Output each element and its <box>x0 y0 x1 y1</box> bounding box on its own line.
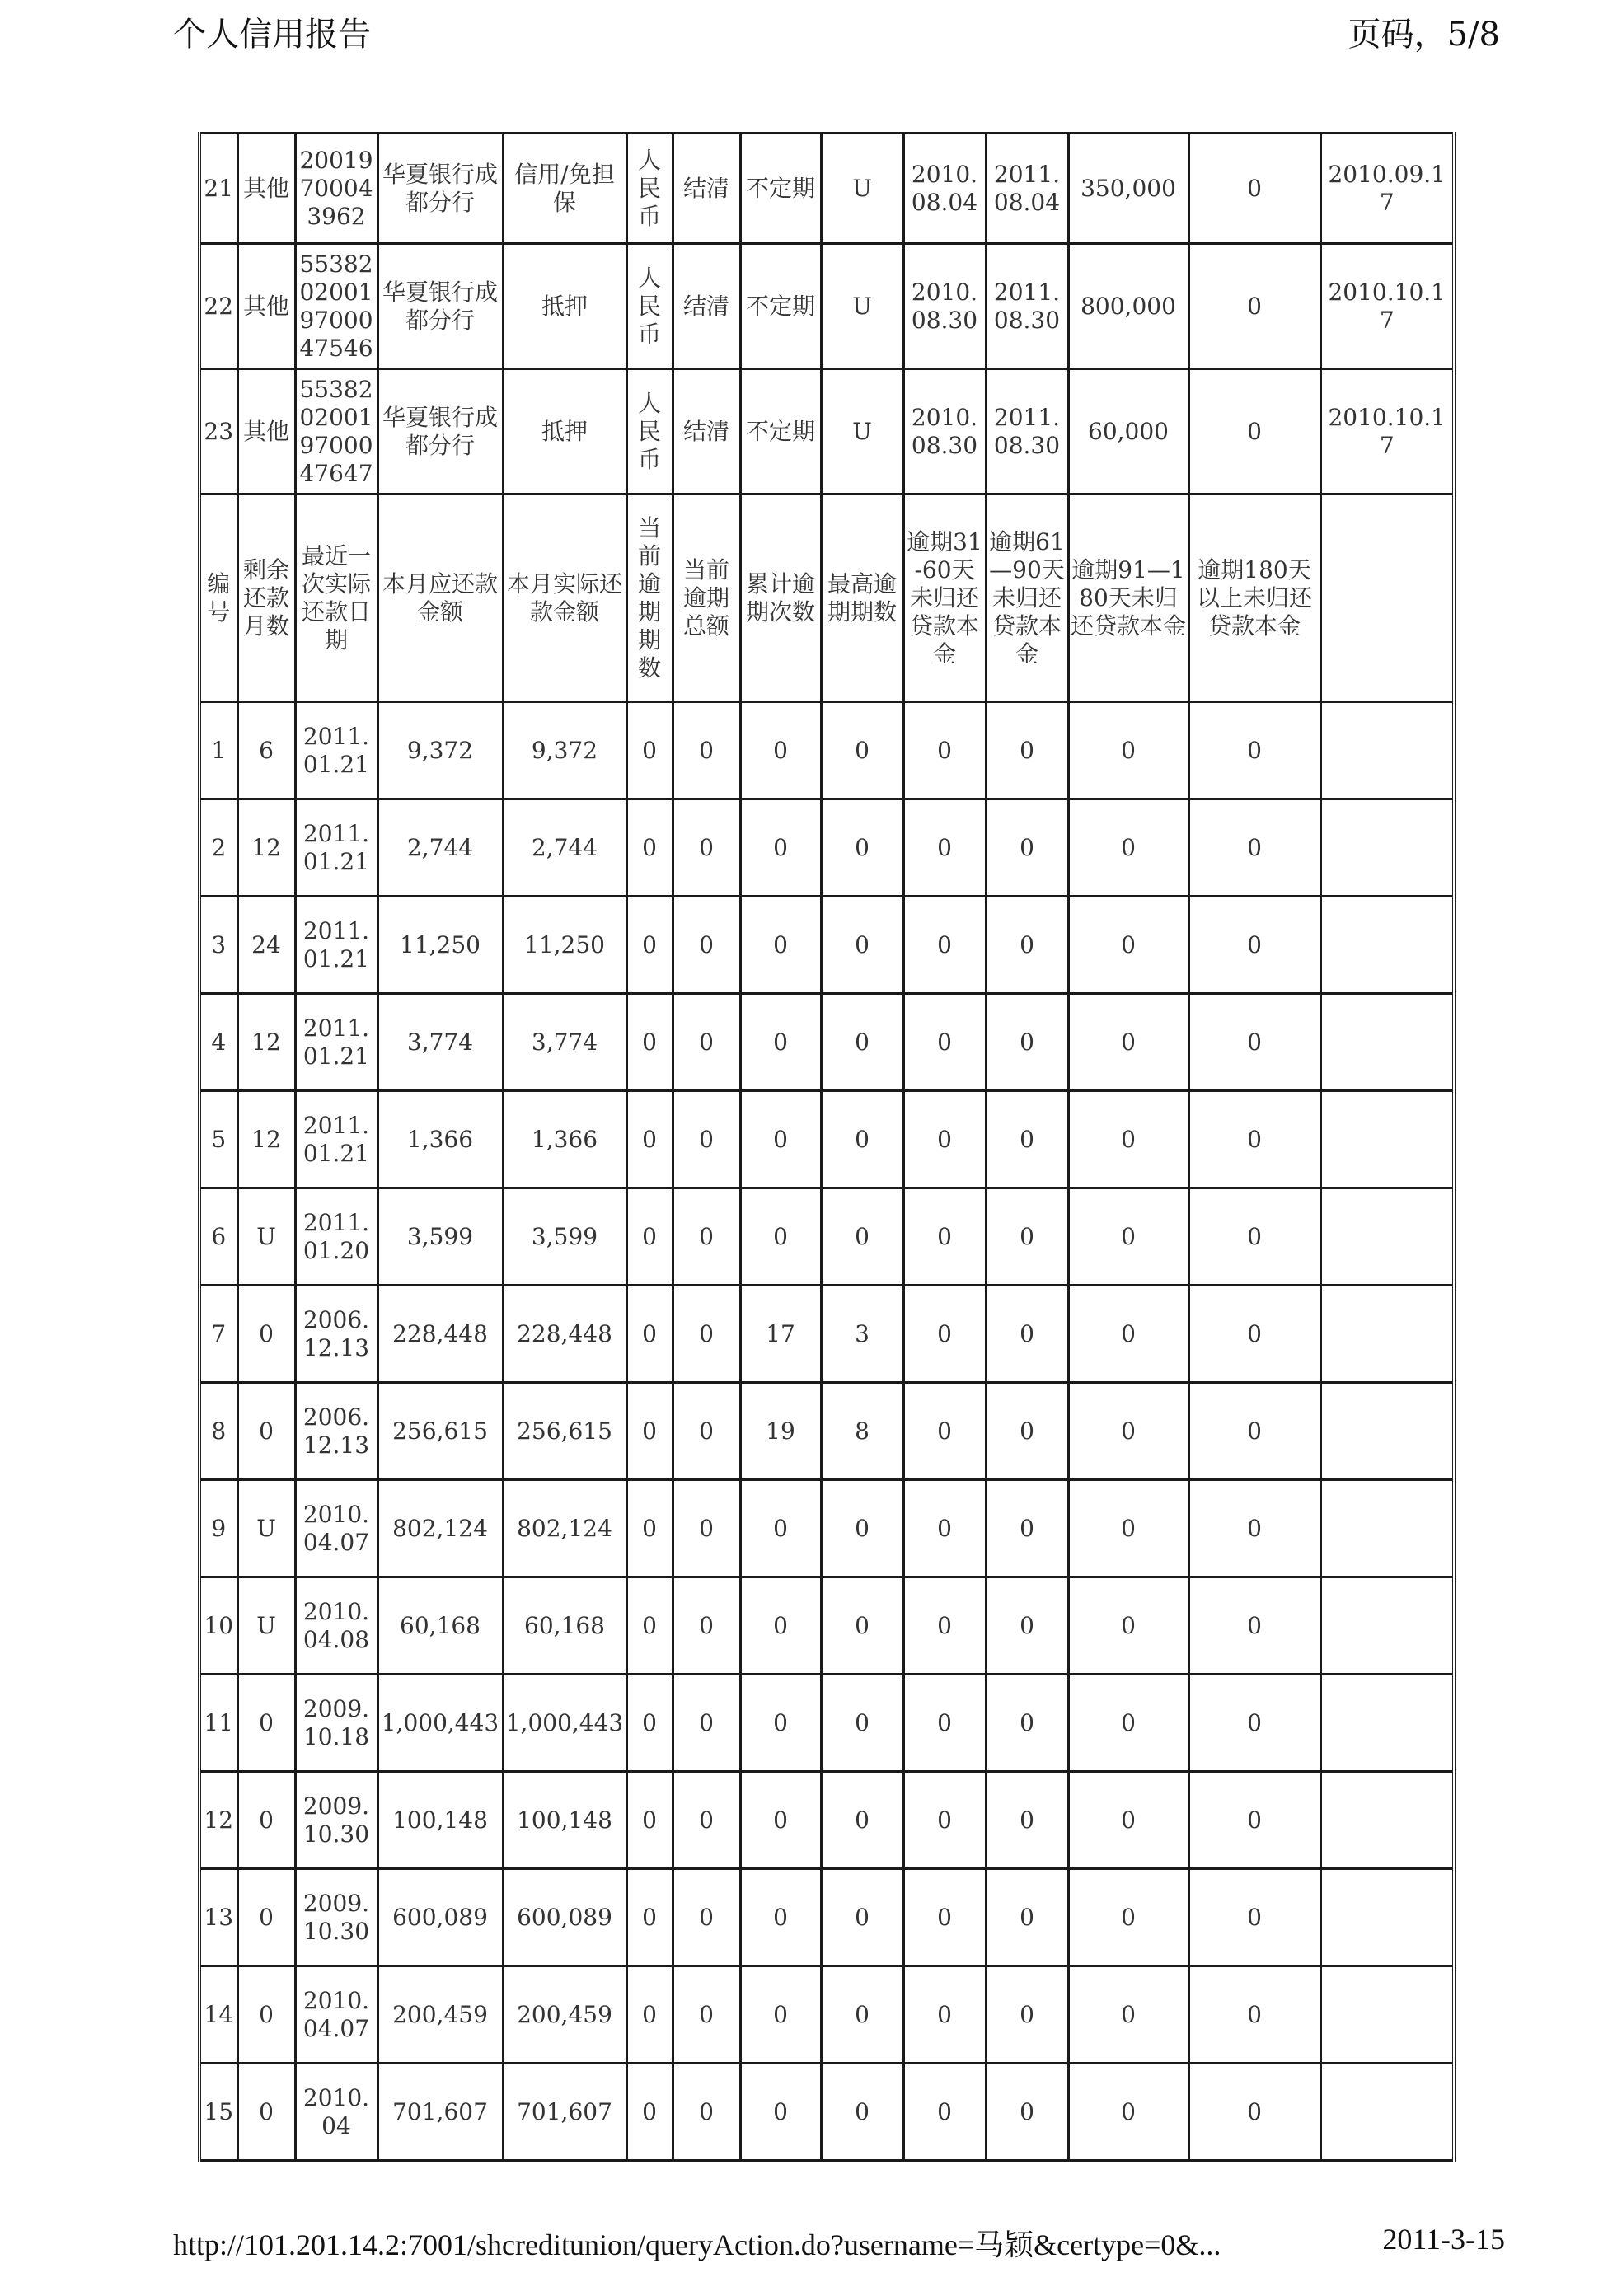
row-number: 21 <box>199 134 237 244</box>
current-overdue-periods: 0 <box>626 1869 673 1966</box>
due-amount: 701,607 <box>377 2064 503 2161</box>
row-number: 10 <box>199 1577 237 1675</box>
paid-amount: 11,250 <box>503 897 626 994</box>
column-header: 当前逾期总额 <box>673 494 740 702</box>
start-date: 2010.08.30 <box>903 369 986 494</box>
guarantee-type: 信用/免担保 <box>503 134 626 244</box>
paid-amount: 2,744 <box>503 799 626 897</box>
last-repay-date: 2006.12.13 <box>295 1383 377 1480</box>
repay-period: 不定期 <box>740 244 821 369</box>
overdue-31-60: 0 <box>903 1772 986 1869</box>
overdue-180-plus: 0 <box>1188 994 1320 1091</box>
paid-amount: 100,148 <box>503 1772 626 1869</box>
row-number: 2 <box>199 799 237 897</box>
repayment-row <box>199 994 1454 1091</box>
last-repay-date: 2011.01.21 <box>295 799 377 897</box>
row-number: 11 <box>199 1675 237 1772</box>
current-overdue-total: 0 <box>673 1480 740 1577</box>
repayment-row <box>199 1480 1454 1577</box>
overdue-31-60: 0 <box>903 1480 986 1577</box>
footer-date: 2011-3-15 <box>1382 2223 1505 2256</box>
overdue-180-plus: 0 <box>1188 1091 1320 1188</box>
last-repay-date: 2011.01.21 <box>295 1091 377 1188</box>
column-header <box>1320 494 1454 702</box>
total-overdue-count: 0 <box>740 702 821 799</box>
row-number: 23 <box>199 369 237 494</box>
loan-rows <box>199 134 1454 494</box>
paid-amount: 228,448 <box>503 1286 626 1383</box>
remaining-months: 12 <box>237 994 295 1091</box>
overdue-31-60: 0 <box>903 1577 986 1675</box>
total-overdue-count: 0 <box>740 1577 821 1675</box>
overdue-61-90: 0 <box>986 1869 1068 1966</box>
report-date: 2010.09.17 <box>1320 134 1454 244</box>
overdue-180-plus: 0 <box>1188 1772 1320 1869</box>
blank-cell <box>1320 1383 1454 1480</box>
last-repay-date: 2011.01.21 <box>295 897 377 994</box>
overdue-61-90: 0 <box>986 2064 1068 2161</box>
current-overdue-total: 0 <box>673 897 740 994</box>
overdue-91-180: 0 <box>1068 1091 1188 1188</box>
current-overdue-periods: 0 <box>626 1383 673 1480</box>
row-number: 1 <box>199 702 237 799</box>
max-overdue-periods: 0 <box>821 1091 903 1188</box>
max-overdue-periods: 0 <box>821 1577 903 1675</box>
overdue-61-90: 0 <box>986 1675 1068 1772</box>
overdue-31-60: 0 <box>903 1188 986 1286</box>
overdue-91-180: 0 <box>1068 2064 1188 2161</box>
loan-amount: 800,000 <box>1068 244 1188 369</box>
blank-cell <box>1320 1966 1454 2064</box>
last-repay-date: 2009.10.18 <box>295 1675 377 1772</box>
column-header: 最高逾期期数 <box>821 494 903 702</box>
column-header: 剩余还款月数 <box>237 494 295 702</box>
max-overdue-periods: 0 <box>821 1869 903 1966</box>
current-overdue-total: 0 <box>673 799 740 897</box>
start-date: 2010.08.04 <box>903 134 986 244</box>
column-header: 最近一次实际还款日期 <box>295 494 377 702</box>
remaining-months: U <box>237 1577 295 1675</box>
report-title: 个人信用报告 <box>173 16 371 54</box>
current-overdue-periods: 0 <box>626 799 673 897</box>
paid-amount: 701,607 <box>503 2064 626 2161</box>
remaining-months: 0 <box>237 1286 295 1383</box>
repay-period: 不定期 <box>740 134 821 244</box>
blank-cell <box>1320 1675 1454 1772</box>
max-overdue-periods: 0 <box>821 994 903 1091</box>
blank-cell <box>1320 702 1454 799</box>
current-overdue-total: 0 <box>673 1383 740 1480</box>
total-overdue-count: 0 <box>740 1480 821 1577</box>
overdue-180-plus: 0 <box>1188 2064 1320 2161</box>
current-overdue-periods: 0 <box>626 897 673 994</box>
repayment-row <box>199 1869 1454 1966</box>
balance: 0 <box>1188 134 1320 244</box>
account-status: 结清 <box>673 134 740 244</box>
loan-type: 其他 <box>237 244 295 369</box>
blank-cell <box>1320 1286 1454 1383</box>
blank-cell <box>1320 1480 1454 1577</box>
column-header: 逾期91—180天未归还贷款本金 <box>1068 494 1188 702</box>
due-amount: 228,448 <box>377 1286 503 1383</box>
institution: 华夏银行成都分行 <box>377 244 503 369</box>
remaining-months: U <box>237 1188 295 1286</box>
max-overdue-periods: 3 <box>821 1286 903 1383</box>
row-number: 6 <box>199 1188 237 1286</box>
remaining-periods: U <box>821 369 903 494</box>
due-amount: 200,459 <box>377 1966 503 2064</box>
due-amount: 600,089 <box>377 1869 503 1966</box>
due-amount: 1,366 <box>377 1091 503 1188</box>
overdue-31-60: 0 <box>903 1869 986 1966</box>
end-date: 2011.08.30 <box>986 369 1068 494</box>
remaining-months: 6 <box>237 702 295 799</box>
blank-cell <box>1320 1091 1454 1188</box>
max-overdue-periods: 0 <box>821 1480 903 1577</box>
current-overdue-periods: 0 <box>626 1286 673 1383</box>
overdue-61-90: 0 <box>986 1966 1068 2064</box>
overdue-61-90: 0 <box>986 1286 1068 1383</box>
row-number: 8 <box>199 1383 237 1480</box>
column-header: 逾期180天以上未归还贷款本金 <box>1188 494 1320 702</box>
due-amount: 256,615 <box>377 1383 503 1480</box>
due-amount: 2,744 <box>377 799 503 897</box>
overdue-91-180: 0 <box>1068 799 1188 897</box>
loan-row <box>199 134 1454 244</box>
due-amount: 60,168 <box>377 1577 503 1675</box>
repayment-row <box>199 2064 1454 2161</box>
overdue-91-180: 0 <box>1068 1383 1188 1480</box>
remaining-months: 24 <box>237 897 295 994</box>
total-overdue-count: 0 <box>740 897 821 994</box>
total-overdue-count: 0 <box>740 1675 821 1772</box>
blank-cell <box>1320 799 1454 897</box>
overdue-180-plus: 0 <box>1188 1675 1320 1772</box>
current-overdue-total: 0 <box>673 994 740 1091</box>
end-date: 2011.08.04 <box>986 134 1068 244</box>
repayment-row <box>199 1577 1454 1675</box>
overdue-61-90: 0 <box>986 702 1068 799</box>
blank-cell <box>1320 1869 1454 1966</box>
max-overdue-periods: 0 <box>821 1966 903 2064</box>
overdue-61-90: 0 <box>986 1383 1068 1480</box>
remaining-months: 0 <box>237 2064 295 2161</box>
row-number: 4 <box>199 994 237 1091</box>
overdue-180-plus: 0 <box>1188 1577 1320 1675</box>
guarantee-type: 抵押 <box>503 369 626 494</box>
repayment-row <box>199 1188 1454 1286</box>
row-number: 22 <box>199 244 237 369</box>
column-header: 编号 <box>199 494 237 702</box>
total-overdue-count: 0 <box>740 1772 821 1869</box>
institution: 华夏银行成都分行 <box>377 134 503 244</box>
last-repay-date: 2011.01.21 <box>295 702 377 799</box>
loan-row <box>199 369 1454 494</box>
row-number: 3 <box>199 897 237 994</box>
current-overdue-total: 0 <box>673 1188 740 1286</box>
overdue-91-180: 0 <box>1068 702 1188 799</box>
paid-amount: 600,089 <box>503 1869 626 1966</box>
blank-cell <box>1320 897 1454 994</box>
repayment-row <box>199 1091 1454 1188</box>
current-overdue-total: 0 <box>673 1772 740 1869</box>
remaining-periods: U <box>821 134 903 244</box>
credit-report-table <box>198 132 1456 2162</box>
paid-amount: 9,372 <box>503 702 626 799</box>
institution: 华夏银行成都分行 <box>377 369 503 494</box>
row-number: 12 <box>199 1772 237 1869</box>
overdue-180-plus: 0 <box>1188 1480 1320 1577</box>
account-number: 55382020019700047647 <box>295 369 377 494</box>
last-repay-date: 2009.10.30 <box>295 1772 377 1869</box>
overdue-31-60: 0 <box>903 799 986 897</box>
repayment-row <box>199 897 1454 994</box>
overdue-91-180: 0 <box>1068 1966 1188 2064</box>
last-repay-date: 2011.01.20 <box>295 1188 377 1286</box>
report-date: 2010.10.17 <box>1320 244 1454 369</box>
overdue-180-plus: 0 <box>1188 1286 1320 1383</box>
currency: 人民币 <box>626 244 673 369</box>
footer-url: http://101.201.14.2:7001/shcreditunion/queryAction.do?username=马颖&certype=0&... <box>173 2228 1221 2261</box>
overdue-180-plus: 0 <box>1188 1966 1320 2064</box>
current-overdue-total: 0 <box>673 702 740 799</box>
repayment-row <box>199 1286 1454 1383</box>
max-overdue-periods: 0 <box>821 2064 903 2161</box>
last-repay-date: 2010.04 <box>295 2064 377 2161</box>
account-number: 20019700043962 <box>295 134 377 244</box>
due-amount: 3,599 <box>377 1188 503 1286</box>
max-overdue-periods: 0 <box>821 1675 903 1772</box>
current-overdue-periods: 0 <box>626 1675 673 1772</box>
guarantee-type: 抵押 <box>503 244 626 369</box>
total-overdue-count: 0 <box>740 1188 821 1286</box>
repay-period: 不定期 <box>740 369 821 494</box>
loan-type: 其他 <box>237 369 295 494</box>
paid-amount: 3,774 <box>503 994 626 1091</box>
current-overdue-total: 0 <box>673 1091 740 1188</box>
overdue-91-180: 0 <box>1068 1480 1188 1577</box>
last-repay-date: 2009.10.30 <box>295 1869 377 1966</box>
balance: 0 <box>1188 369 1320 494</box>
overdue-31-60: 0 <box>903 2064 986 2161</box>
last-repay-date: 2010.04.07 <box>295 1966 377 2064</box>
repayment-header-row <box>199 494 1454 702</box>
repayment-row <box>199 1966 1454 2064</box>
row-number: 9 <box>199 1480 237 1577</box>
overdue-61-90: 0 <box>986 1188 1068 1286</box>
page-number: 页码，5/8 <box>1348 16 1500 54</box>
column-header: 逾期31-60天未归还贷款本金 <box>903 494 986 702</box>
remaining-months: 0 <box>237 1869 295 1966</box>
repayment-row <box>199 702 1454 799</box>
overdue-31-60: 0 <box>903 702 986 799</box>
overdue-31-60: 0 <box>903 994 986 1091</box>
paid-amount: 1,000,443 <box>503 1675 626 1772</box>
paid-amount: 200,459 <box>503 1966 626 2064</box>
overdue-61-90: 0 <box>986 1091 1068 1188</box>
max-overdue-periods: 0 <box>821 702 903 799</box>
blank-cell <box>1320 994 1454 1091</box>
overdue-91-180: 0 <box>1068 1675 1188 1772</box>
loan-amount: 60,000 <box>1068 369 1188 494</box>
overdue-180-plus: 0 <box>1188 1383 1320 1480</box>
overdue-31-60: 0 <box>903 1966 986 2064</box>
blank-cell <box>1320 1188 1454 1286</box>
column-header: 逾期61—90天未归还贷款本金 <box>986 494 1068 702</box>
total-overdue-count: 0 <box>740 1091 821 1188</box>
overdue-180-plus: 0 <box>1188 799 1320 897</box>
total-overdue-count: 19 <box>740 1383 821 1480</box>
overdue-31-60: 0 <box>903 1286 986 1383</box>
repayment-row <box>199 1383 1454 1480</box>
current-overdue-periods: 0 <box>626 702 673 799</box>
total-overdue-count: 0 <box>740 2064 821 2161</box>
max-overdue-periods: 0 <box>821 799 903 897</box>
overdue-61-90: 0 <box>986 799 1068 897</box>
due-amount: 802,124 <box>377 1480 503 1577</box>
account-status: 结清 <box>673 369 740 494</box>
repayment-row <box>199 1675 1454 1772</box>
current-overdue-total: 0 <box>673 1675 740 1772</box>
start-date: 2010.08.30 <box>903 244 986 369</box>
total-overdue-count: 0 <box>740 1966 821 2064</box>
remaining-months: 12 <box>237 1091 295 1188</box>
remaining-periods: U <box>821 244 903 369</box>
max-overdue-periods: 0 <box>821 1188 903 1286</box>
credit-report-table-wrap <box>198 132 1456 2162</box>
remaining-months: 12 <box>237 799 295 897</box>
overdue-31-60: 0 <box>903 1675 986 1772</box>
remaining-months: U <box>237 1480 295 1577</box>
remaining-months: 0 <box>237 1383 295 1480</box>
current-overdue-periods: 0 <box>626 2064 673 2161</box>
current-overdue-periods: 0 <box>626 1091 673 1188</box>
current-overdue-periods: 0 <box>626 1188 673 1286</box>
remaining-months: 0 <box>237 1966 295 2064</box>
paid-amount: 802,124 <box>503 1480 626 1577</box>
total-overdue-count: 17 <box>740 1286 821 1383</box>
max-overdue-periods: 0 <box>821 1772 903 1869</box>
last-repay-date: 2006.12.13 <box>295 1286 377 1383</box>
repayment-rows <box>199 494 1454 2161</box>
overdue-180-plus: 0 <box>1188 1188 1320 1286</box>
current-overdue-total: 0 <box>673 1286 740 1383</box>
current-overdue-periods: 0 <box>626 994 673 1091</box>
paid-amount: 1,366 <box>503 1091 626 1188</box>
column-header: 当前逾期期数 <box>626 494 673 702</box>
overdue-61-90: 0 <box>986 897 1068 994</box>
currency: 人民币 <box>626 369 673 494</box>
current-overdue-periods: 0 <box>626 1577 673 1675</box>
blank-cell <box>1320 1772 1454 1869</box>
due-amount: 11,250 <box>377 897 503 994</box>
last-repay-date: 2011.01.21 <box>295 994 377 1091</box>
remaining-months: 0 <box>237 1772 295 1869</box>
remaining-months: 0 <box>237 1675 295 1772</box>
row-number: 13 <box>199 1869 237 1966</box>
overdue-91-180: 0 <box>1068 1286 1188 1383</box>
loan-type: 其他 <box>237 134 295 244</box>
current-overdue-total: 0 <box>673 1577 740 1675</box>
blank-cell <box>1320 2064 1454 2161</box>
balance: 0 <box>1188 244 1320 369</box>
loan-row <box>199 244 1454 369</box>
total-overdue-count: 0 <box>740 799 821 897</box>
current-overdue-periods: 0 <box>626 1480 673 1577</box>
overdue-91-180: 0 <box>1068 1577 1188 1675</box>
account-status: 结清 <box>673 244 740 369</box>
paid-amount: 256,615 <box>503 1383 626 1480</box>
current-overdue-periods: 0 <box>626 1966 673 2064</box>
row-number: 15 <box>199 2064 237 2161</box>
row-number: 5 <box>199 1091 237 1188</box>
report-date: 2010.10.17 <box>1320 369 1454 494</box>
overdue-61-90: 0 <box>986 1577 1068 1675</box>
due-amount: 3,774 <box>377 994 503 1091</box>
column-header: 累计逾期次数 <box>740 494 821 702</box>
due-amount: 100,148 <box>377 1772 503 1869</box>
current-overdue-total: 0 <box>673 1966 740 2064</box>
paid-amount: 60,168 <box>503 1577 626 1675</box>
account-number: 55382020019700047546 <box>295 244 377 369</box>
overdue-31-60: 0 <box>903 897 986 994</box>
overdue-91-180: 0 <box>1068 897 1188 994</box>
current-overdue-total: 0 <box>673 1869 740 1966</box>
overdue-61-90: 0 <box>986 1480 1068 1577</box>
due-amount: 1,000,443 <box>377 1675 503 1772</box>
last-repay-date: 2010.04.07 <box>295 1480 377 1577</box>
overdue-61-90: 0 <box>986 1772 1068 1869</box>
overdue-180-plus: 0 <box>1188 702 1320 799</box>
loan-amount: 350,000 <box>1068 134 1188 244</box>
end-date: 2011.08.30 <box>986 244 1068 369</box>
overdue-31-60: 0 <box>903 1383 986 1480</box>
overdue-180-plus: 0 <box>1188 1869 1320 1966</box>
current-overdue-periods: 0 <box>626 1772 673 1869</box>
currency: 人民币 <box>626 134 673 244</box>
due-amount: 9,372 <box>377 702 503 799</box>
current-overdue-total: 0 <box>673 2064 740 2161</box>
overdue-180-plus: 0 <box>1188 897 1320 994</box>
overdue-91-180: 0 <box>1068 1188 1188 1286</box>
overdue-31-60: 0 <box>903 1091 986 1188</box>
overdue-91-180: 0 <box>1068 1869 1188 1966</box>
repayment-row <box>199 799 1454 897</box>
column-header: 本月实际还款金额 <box>503 494 626 702</box>
overdue-91-180: 0 <box>1068 1772 1188 1869</box>
overdue-91-180: 0 <box>1068 994 1188 1091</box>
row-number: 7 <box>199 1286 237 1383</box>
paid-amount: 3,599 <box>503 1188 626 1286</box>
repayment-row <box>199 1772 1454 1869</box>
total-overdue-count: 0 <box>740 994 821 1091</box>
row-number: 14 <box>199 1966 237 2064</box>
last-repay-date: 2010.04.08 <box>295 1577 377 1675</box>
overdue-61-90: 0 <box>986 994 1068 1091</box>
column-header: 本月应还款金额 <box>377 494 503 702</box>
blank-cell <box>1320 1577 1454 1675</box>
total-overdue-count: 0 <box>740 1869 821 1966</box>
max-overdue-periods: 0 <box>821 897 903 994</box>
max-overdue-periods: 8 <box>821 1383 903 1480</box>
